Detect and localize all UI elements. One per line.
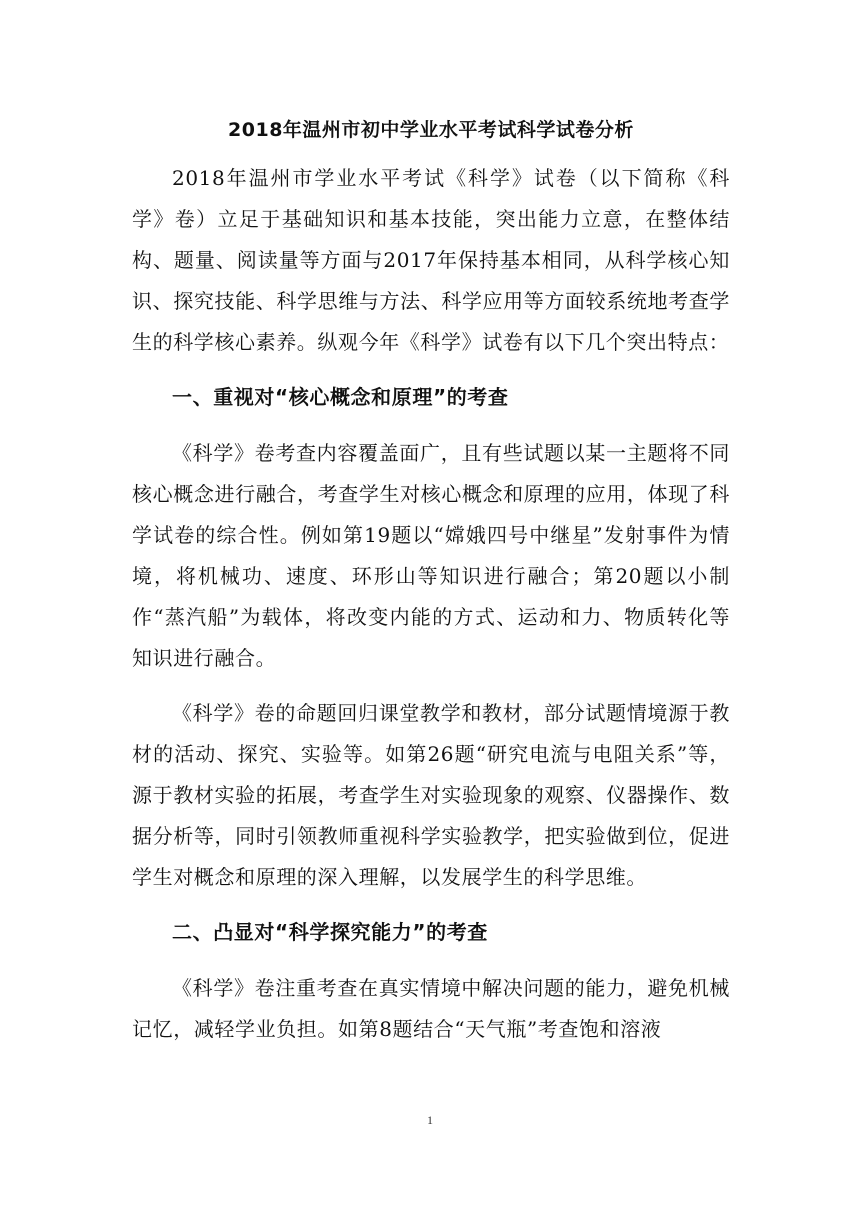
section-1-paragraph-1: 《科学》卷考查内容覆盖面广，且有些试题以某一主题将不同核心概念进行融合，考查学生对核心概念和原理的应用，体现了科学试卷的综合性。例如第19题以“嫦娥四号中继星”发射事件为情境，将机械功、速度、环形山等知识进行融合；第20题以小制作“蒸汽船”为载体，将改变内能的方式、运动和力、物质转化等知识进行融合。 [132, 441, 730, 670]
section-1-paragraph-2: 《科学》卷的命题回归课堂教学和教材，部分试题情境源于教材的活动、探究、实验等。如第26题“研究电流与电阻关系”等，源于教材实验的拓展，考查学生对实验现象的观察、仪器操作、数据分析等，同时引领教师重视科学实验教学，把实验做到位，促进学生对概念和原理的深入理解，以发展学生的科学思维。 [132, 701, 730, 889]
document-page [132, 112, 730, 1050]
section-2-paragraph-1: 《科学》卷注重考查在真实情境中解决问题的能力，避免机械记忆，减轻学业负担。如第8题结合“天气瓶”考查饱和溶液 [132, 976, 730, 1041]
page-number: 1 [427, 1113, 433, 1127]
section-heading-2: 二、凸显对“科学探究能力”的考查 [172, 920, 488, 944]
section-heading-1: 一、重视对“核心概念和原理”的考查 [172, 385, 509, 409]
intro-paragraph: 2018年温州市学业水平考试《科学》试卷（以下简称《科学》卷）立足于基础知识和基本技能，突出能力立意，在整体结构、题量、阅读量等方面与2017年保持基本相同，从科学核心知识、探究技能、科学思维与方法、科学应用等方面较系统地考查学生的科学核心素养。纵观今年《科学》试卷有以下几个突出特点： [132, 166, 730, 354]
document-title: 2018年温州市初中学业水平考试科学试卷分析 [228, 119, 634, 141]
